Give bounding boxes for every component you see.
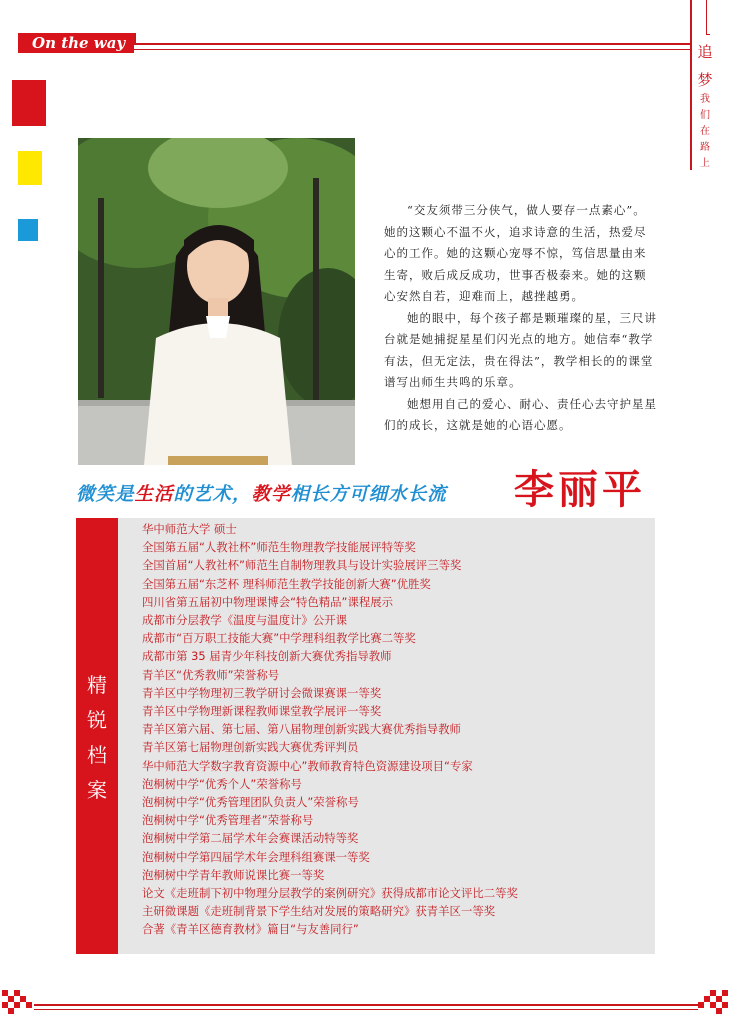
archive-item: 青羊区中学物理新课程教师课堂教学展评一等奖: [142, 704, 382, 719]
section-subtitle-char: 路: [700, 142, 710, 153]
archive-title-char: 案: [87, 778, 107, 802]
right-rule: [690, 0, 692, 170]
archive-title: [76, 668, 118, 808]
header-tag: On the way: [18, 33, 134, 53]
person-name: 李丽平: [514, 467, 646, 513]
archive-title-char: 锐: [87, 708, 107, 732]
archive-item: 华中师范大学 硕士: [142, 522, 237, 536]
section-title-char: 梦: [697, 71, 713, 89]
archive-list: [142, 520, 652, 939]
motto-part: 微笑是: [76, 484, 135, 505]
archive-item: 泡桐树中学“优秀个人”荣誉称号: [142, 776, 302, 791]
archive-item: 泡桐树中学第二届学术年会赛课活动特等奖: [142, 831, 359, 846]
footer-rule: [34, 1004, 698, 1006]
archive-item: 成都市分层教学《温度与温度计》公开课: [142, 613, 348, 628]
archive-item: 泡桐树中学“优秀管理者”荣誉称号: [142, 813, 314, 828]
archive-item: 青羊区第七届物理创新实践大赛优秀评判员: [142, 740, 359, 755]
blue-block: [18, 219, 38, 241]
portrait-photo: [78, 138, 355, 465]
section-subtitle-char: 上: [700, 158, 710, 169]
right-rule-thin: [706, 0, 707, 34]
bio-paragraph: 她的眼中，每个孩子都是颗璀璨的星，三尺讲台就是她捕捉星星们闪光点的地方。她信奉“教学有法，但无定法，贵在得法”，教学相长的的课堂谱写出师生共鸣的乐章。: [384, 310, 657, 389]
archive-item: 四川省第五届初中物理课博会“特色精品”课程展示: [142, 594, 394, 609]
section-title: [693, 38, 717, 94]
motto-highlight: 生活: [134, 484, 174, 505]
section-subtitle-char: 在: [700, 126, 710, 137]
archive-item: 主研微课题《走班制背景下学生结对发展的策略研究》获青羊区一等奖: [142, 904, 496, 919]
archive-item: 全国第五届“人教社杯”师范生物理教学技能展评特等奖: [142, 540, 416, 555]
section-subtitle: [696, 92, 714, 172]
motto: [76, 480, 506, 506]
archive-item: 成都市“百万职工技能大赛”中学理科组教学比赛二等奖: [142, 631, 416, 646]
footer-rule-thin: [34, 1009, 698, 1010]
archive-item: 青羊区“优秀教师”荣誉称号: [142, 667, 280, 682]
section-subtitle-char: 们: [700, 110, 710, 121]
bio-text: [384, 200, 658, 437]
archive-item: 全国第五届“东芝杯 理科师范生教学技能创新大赛”优胜奖: [142, 576, 431, 591]
motto-part: 的艺术，: [173, 484, 252, 505]
archive-title-char: 档: [87, 743, 107, 767]
motto-part: 相长方可细水长流: [290, 484, 447, 505]
section-subtitle-char: 我: [700, 94, 710, 105]
archive-item: 泡桐树中学“优秀管理团队负责人”荣誉称号: [142, 795, 359, 810]
header-rule: [134, 43, 690, 45]
checker-ornament-icon: [698, 990, 728, 1018]
red-block: [12, 80, 46, 126]
yellow-block: [18, 151, 42, 185]
archive-item: 青羊区中学物理初三教学研讨会微课赛课一等奖: [142, 685, 382, 700]
checker-ornament-icon: [2, 990, 32, 1018]
archive-title-char: 精: [87, 673, 107, 697]
archive-item: 泡桐树中学青年教师说课比赛一等奖: [142, 867, 325, 882]
bio-paragraph: 她想用自己的爱心、耐心、责任心去守护星星们的成长，这就是她的心语心愿。: [384, 396, 657, 432]
motto-highlight: 教学: [251, 484, 291, 505]
archive-item: 全国首届“人教社杯”师范生自制物理教具与设计实验展评三等奖: [142, 558, 462, 573]
archive-item: 成都市第 35 届青少年科技创新大赛优秀指导教师: [142, 649, 392, 664]
section-title-char: 追: [697, 43, 713, 61]
header-rule-thin: [134, 49, 690, 50]
archive-item: 泡桐树中学第四届学术年会理科组赛课一等奖: [142, 849, 370, 864]
right-rule-tick: [706, 34, 710, 35]
archive-item: 青羊区第六届、第七届、第八届物理创新实践大赛优秀指导教师: [142, 722, 461, 737]
bio-paragraph: “交友须带三分侠气，做人要存一点素心”。她的这颗心不温不火，追求诗意的生活，热爱尽心的工作。她的这颗心宠辱不惊，笃信思量由来生寄，败后成反成功，世事否极泰来。她的这颗心安然自若，迎难而上，越挫越勇。: [384, 203, 647, 303]
archive-item: 合著《青羊区德育教材》篇目“与友善同行”: [142, 922, 359, 937]
archive-item: 论文《走班制下初中物理分层教学的案例研究》获得成都市论文评比二等奖: [142, 886, 518, 901]
archive-item: 华中师范大学数字教育资源中心”教师教育特色资源建设项目“专家: [142, 758, 473, 773]
